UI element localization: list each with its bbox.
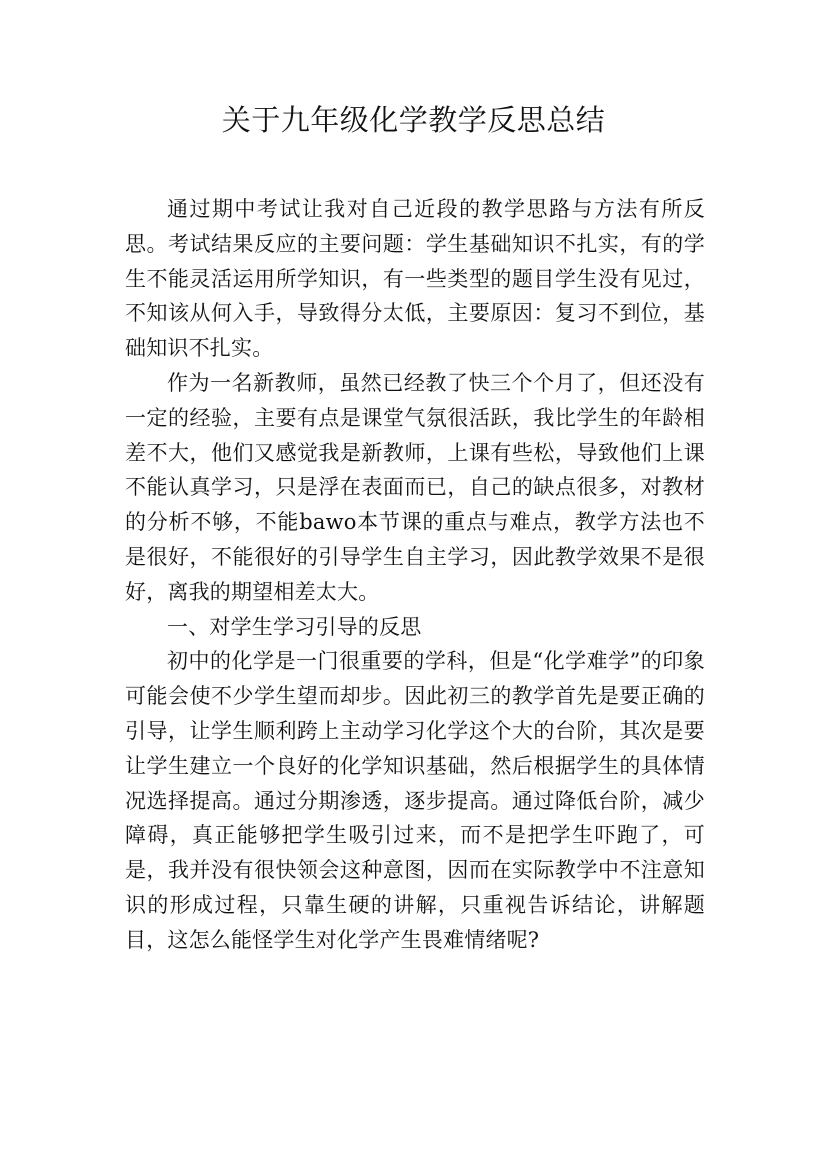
paragraph: 通过期中考试让我对自己近段的教学思路与方法有所反思。考试结果反应的主要问题：学生基础知识不扎实，有的学生不能灵活运用所学知识，有一些类型的题目学生没有见过，不知该从何入手，导致得分太低，主要原因：复习不到位，基础知识不扎实。: [125, 197, 705, 361]
paragraph: 初中的化学是一门很重要的学科，但是“化学难学”的印象可能会使不少学生望而却步。因此初三的教学首先是要正确的引导，让学生顺利跨上主动学习化学这个大的台阶，其次是要让学生建立一个良好的化学知识基础，然后根据学生的具体情况选择提高。通过分期渗透，逐步提高。通过降低台阶，减少障碍，真正能够把学生吸引过来，而不是把学生吓跑了，可是，我并没有很快领会这种意图，因而在实际教学中不注意知识的形成过程，只靠生硬的讲解，只重视告诉结论，讲解题目，这怎么能怪学生对化学产生畏难情绪呢?: [125, 649, 705, 952]
document-title: 关于九年级化学教学反思总结: [221, 103, 606, 137]
paragraph: 作为一名新教师，虽然已经教了快三个个月了，但还没有一定的经验，主要有点是课堂气氛很活跃，我比学生的年龄相差不大，他们又感觉我是新教师，上课有些松，导致他们上课不能认真学习，只是浮在表面而已，自己的缺点很多，对教材的分析不够，不能bawo本节课的重点与难点，教学方法也不是很好，不能很好的引导学生自主学习，因此教学效果不是很好，离我的期望相差太大。: [125, 370, 705, 604]
section-heading: 一、对学生学习引导的反思: [167, 614, 422, 639]
document-body: [125, 192, 705, 958]
